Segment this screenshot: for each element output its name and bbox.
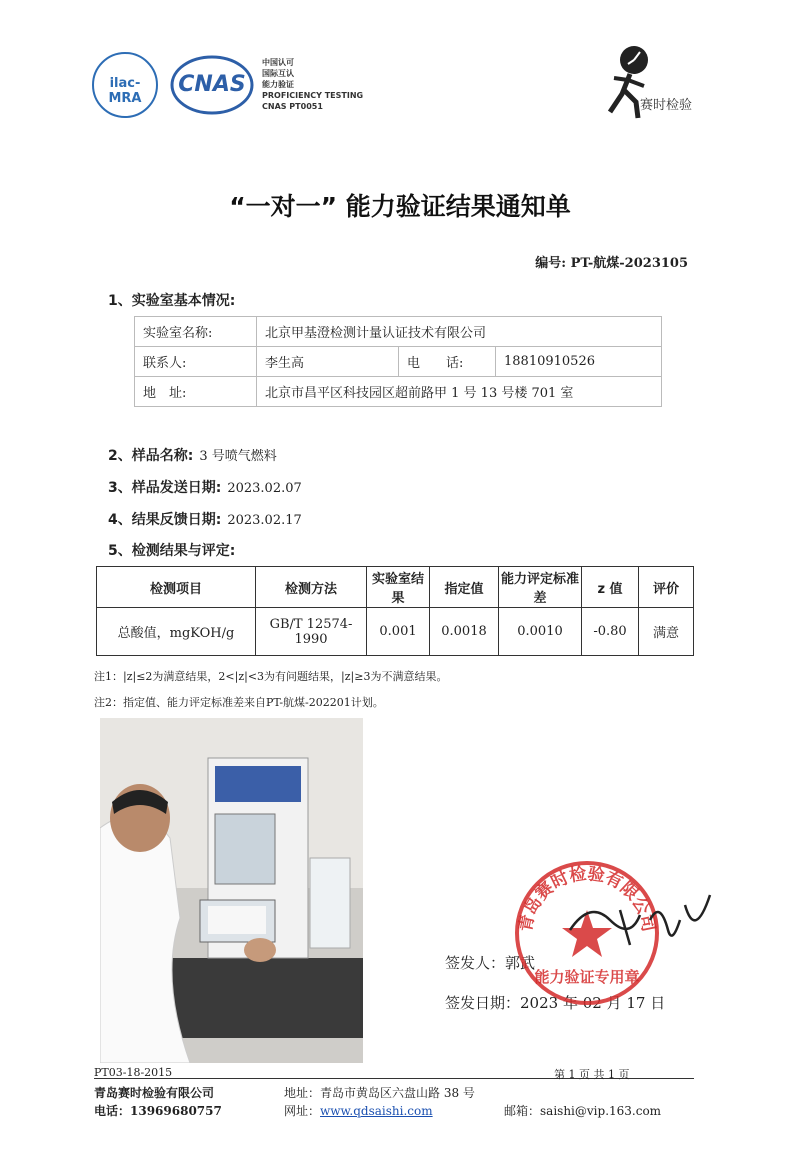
footer-page-info: 第 1 页 共 1 页 <box>554 1068 630 1081</box>
cnas-info-block <box>262 57 363 112</box>
result-cell: 0.0018 <box>430 608 499 656</box>
note-2: 注2：指定值、能力评定标准差来自PT-航煤-202201计划。 <box>94 696 384 709</box>
contact-value: 李生高 <box>257 347 399 377</box>
lab-name-value: 北京甲基澄检测计量认证技术有限公司 <box>257 317 662 347</box>
result-cell: GB/T 12574-1990 <box>256 608 367 656</box>
footer-address-label: 地址： <box>284 1086 321 1100</box>
sample-name-label: 2、样品名称: <box>108 448 194 464</box>
footer-website-link[interactable]: www.qdsaishi.com <box>320 1104 433 1118</box>
lab-name-label: 实验室名称: <box>135 317 257 347</box>
section-2 <box>108 445 277 465</box>
footer-email-value[interactable]: saishi@vip.163.com <box>540 1104 662 1118</box>
feedback-date-value: 2023.02.17 <box>227 513 302 528</box>
section-3 <box>108 477 302 497</box>
send-date-value: 2023.02.07 <box>227 481 302 496</box>
send-date-label: 3、样品发送日期: <box>108 480 222 496</box>
signer-name: 郭武 <box>505 954 536 972</box>
section-4 <box>108 509 302 529</box>
lab-photo-illustration <box>100 718 363 1063</box>
note-1: 注1：|z|≤2为满意结果，2<|z|<3为有问题结果，|z|≥3为不满意结果。 <box>94 670 448 683</box>
header-cell: 指定值 <box>430 567 499 608</box>
brand-label: 赛时检验 <box>640 98 693 113</box>
cnas-info-line: 能力验证 <box>262 80 294 89</box>
page-title: “一对一” 能力验证结果通知单 <box>229 192 571 221</box>
footer-phone: 电话：13969680757 <box>94 1104 222 1118</box>
table-header-row <box>97 567 694 608</box>
cnas-logo-text: CNAS <box>178 72 246 97</box>
lab-info-table <box>134 316 662 407</box>
results-table <box>96 566 694 656</box>
table-row <box>135 317 662 347</box>
section-5-heading: 5、检测结果与评定: <box>108 543 236 559</box>
ilac-mra-logo <box>92 52 158 118</box>
address-label: 地 址: <box>135 377 257 407</box>
issue-date-label: 签发日期： <box>445 994 521 1012</box>
handwritten-signature <box>560 890 720 960</box>
table-row <box>135 377 662 407</box>
cnas-logo <box>170 52 254 118</box>
phone-value: 18810910526 <box>496 347 662 377</box>
feedback-date-label: 4、结果反馈日期: <box>108 512 222 528</box>
cnas-info-line: 中国认可 <box>262 58 294 67</box>
footer-email-label: 邮箱： <box>504 1104 541 1118</box>
document-number: 编号: PT-航煤-2023105 <box>535 256 688 271</box>
result-cell: 0.001 <box>367 608 430 656</box>
footer-website-label: 网址： <box>284 1104 321 1118</box>
result-cell: 总酸值，mgKOH/g <box>97 608 256 656</box>
signer-label: 签发人： <box>445 954 506 972</box>
table-row <box>97 608 694 656</box>
header-cell: 检测项目 <box>97 567 256 608</box>
header-cell: z 值 <box>582 567 639 608</box>
result-cell: 0.0010 <box>499 608 582 656</box>
stamp-ring-text: 青岛赛时检验有限公司 <box>515 863 659 934</box>
footer-company: 青岛赛时检验有限公司 <box>94 1086 215 1100</box>
phone-label: 电 话: <box>399 347 496 377</box>
table-row <box>135 347 662 377</box>
footer-address-value: 青岛市黄岛区六盘山路 38 号 <box>320 1086 475 1100</box>
lab-photo <box>100 718 363 1063</box>
footer-website <box>284 1102 433 1119</box>
ilac-logo-text: ilac-MRA <box>108 76 142 106</box>
address-value: 北京市昌平区科技园区超前路甲 1 号 13 号楼 701 室 <box>257 377 662 407</box>
cnas-info-line: CNAS PT0051 <box>262 102 323 111</box>
cnas-info-line: 国际互认 <box>262 69 294 78</box>
contact-label: 联系人: <box>135 347 257 377</box>
cnas-info-line: PROFICIENCY TESTING <box>262 91 364 100</box>
footer-email <box>504 1102 661 1119</box>
header-cell: 评价 <box>639 567 694 608</box>
issue-date-value: 2023 年 02 月 17 日 <box>520 994 666 1012</box>
sample-name-value: 3 号喷气燃料 <box>199 449 277 464</box>
result-cell: 满意 <box>639 608 694 656</box>
footer-address <box>284 1084 475 1101</box>
header-cell: 实验室结果 <box>367 567 430 608</box>
header-cell: 检测方法 <box>256 567 367 608</box>
result-cell: -0.80 <box>582 608 639 656</box>
footer-doc-code: PT03-18-2015 <box>94 1066 173 1079</box>
header-cell: 能力评定标准差 <box>499 567 582 608</box>
section-1-heading: 1、实验室基本情况: <box>108 293 236 309</box>
stamp-inner-text: 能力验证专用章 <box>534 968 640 986</box>
